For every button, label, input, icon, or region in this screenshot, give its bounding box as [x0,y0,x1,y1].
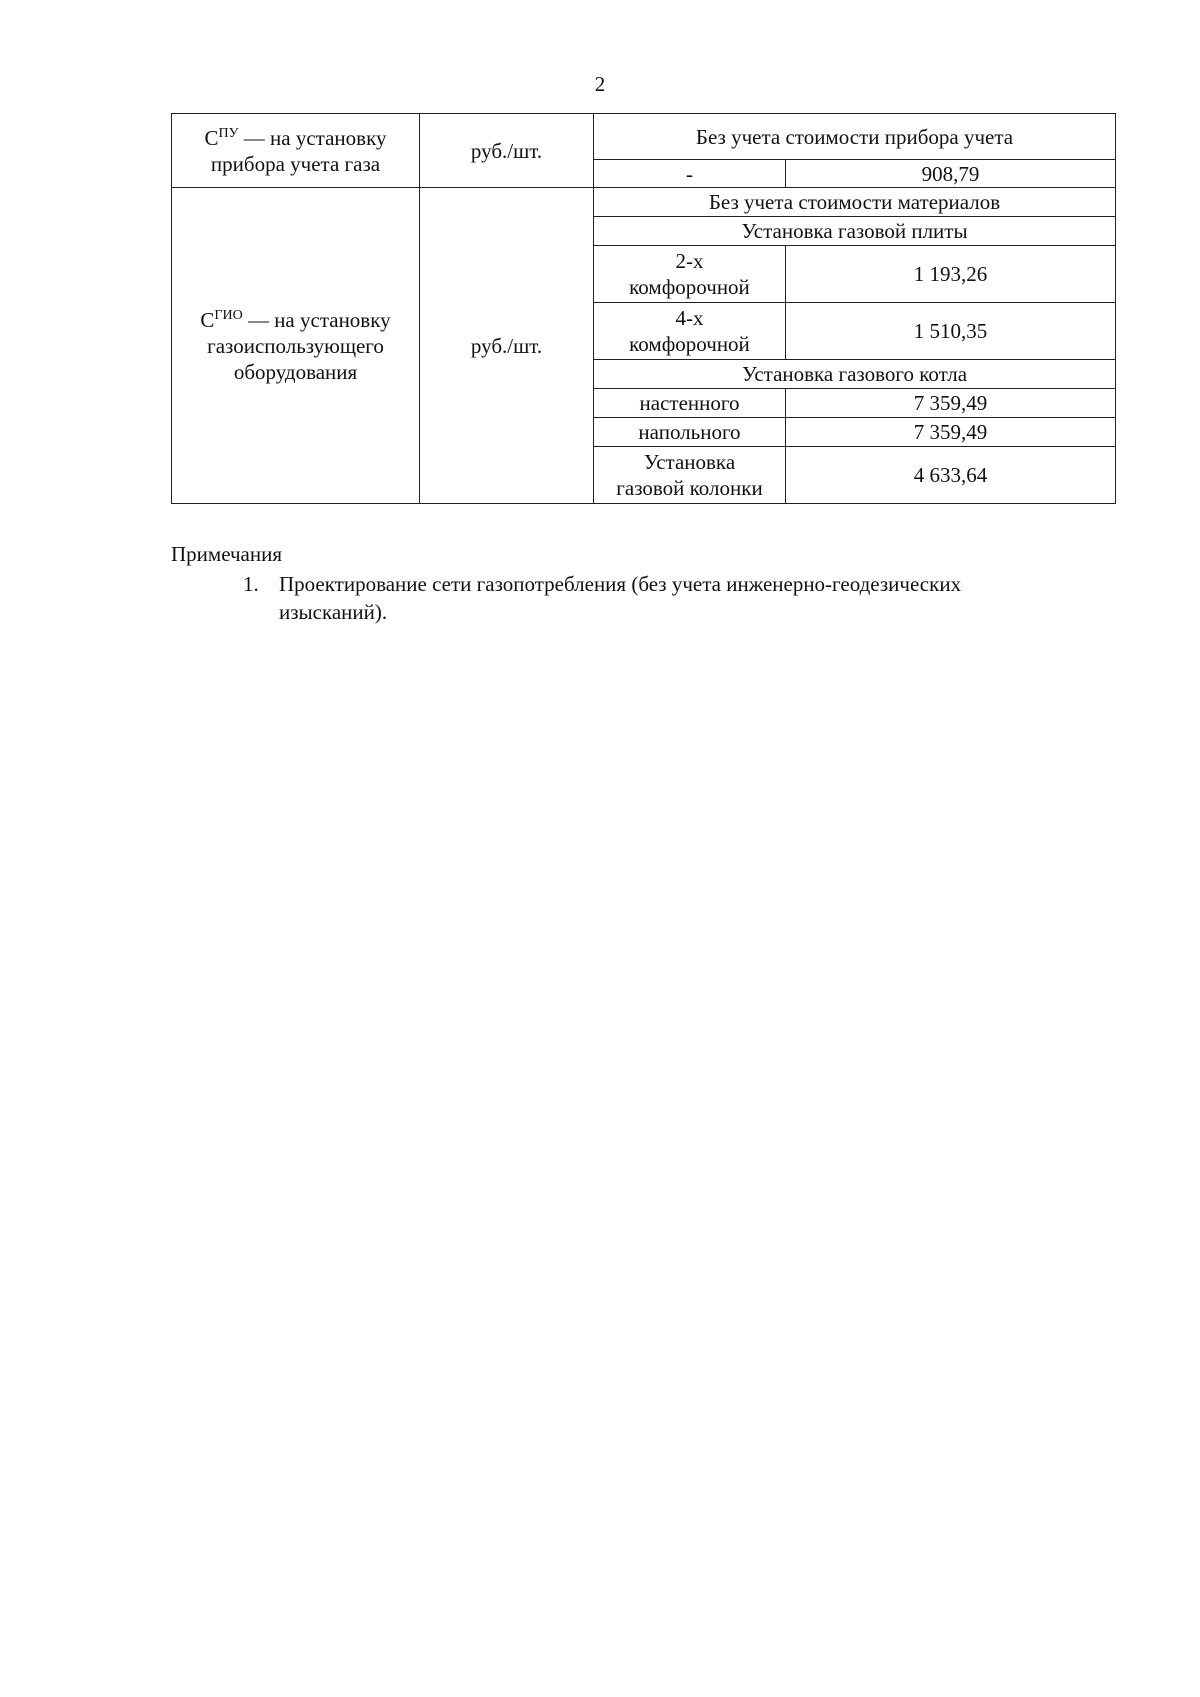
subtype-label: 4-х [675,306,704,330]
param-cell-equipment [172,188,420,504]
subtype-label: комфорочной [629,275,750,299]
note-number: 1. [243,572,259,596]
param-text: прибора учета газа [210,151,381,176]
unit-cell: руб./шт. [420,188,594,504]
param-symbol: С [204,125,219,150]
param-text: — на установку [242,307,391,332]
subtype-cell: настенного [594,389,786,418]
param-text: — на установку [238,125,387,150]
param-superscript: ПУ [218,125,239,141]
tariff-table [171,113,1116,504]
table-row [172,188,1116,217]
subtype-label: комфорочной [629,332,750,356]
notes-section [171,540,1111,626]
condition-cell: Без учета стоимости прибора учета [594,114,1116,160]
page-number: 2 [594,72,606,96]
note-text: изысканий). [279,600,388,624]
subtype-label: Установка [643,450,736,474]
param-text: газоиспользующего [207,333,384,358]
unit-cell: руб./шт. [420,114,594,188]
boiler-header-cell: Установка газового котла [594,360,1116,389]
notes-title: Примечания [171,542,283,566]
value-cell: 908,79 [786,160,1116,188]
table-row [172,114,1116,160]
note-text: Проектирование сети газопотребления (без учета инженерно-геодезических [279,572,962,596]
stove-header-cell: Установка газовой плиты [594,217,1116,246]
value-cell: 4 633,64 [786,447,1116,504]
subtype-cell [594,447,786,504]
value-cell: 7 359,49 [786,389,1116,418]
param-text: оборудования [233,359,358,384]
subtype-cell [594,303,786,360]
param-cell-meter [172,114,420,188]
value-cell: 7 359,49 [786,418,1116,447]
param-superscript: ГИО [214,307,243,323]
value-cell: 1 510,35 [786,303,1116,360]
subtype-cell [594,246,786,303]
condition-cell: Без учета стоимости материалов [594,188,1116,217]
subtype-cell: - [594,160,786,188]
list-item [171,570,1111,626]
subtype-cell: напольного [594,418,786,447]
subtype-label: 2-х [675,249,704,273]
value-cell: 1 193,26 [786,246,1116,303]
subtype-label: газовой колонки [616,476,763,500]
param-symbol: С [200,307,215,332]
